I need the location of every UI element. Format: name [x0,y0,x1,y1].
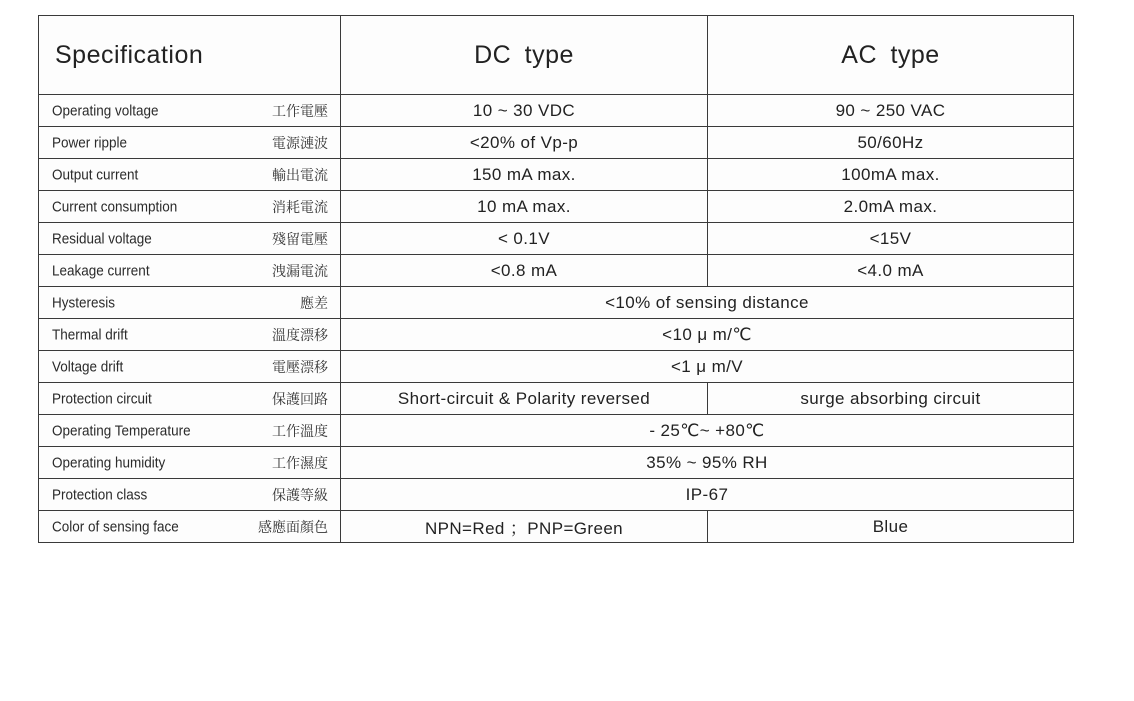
table-row [39,351,1074,383]
row-label [39,191,341,223]
row-label [39,287,341,319]
dc-value: NPN=Red ；PNP=Green [341,511,708,543]
label-english: Residual voltage [52,230,152,247]
label-english: Voltage drift [52,358,124,375]
row-label [39,383,341,415]
label-english: Operating humidity [52,454,166,471]
ac-value: 2.0mA max. [708,191,1074,223]
label-chinese: 應差 [300,295,328,312]
row-label [39,319,341,351]
table-row [39,319,1074,351]
row-label [39,127,341,159]
dc-value: <20% of Vp-p [341,127,708,159]
ac-value: surge absorbing circuit [708,383,1074,415]
table-row [39,383,1074,415]
ac-value: <15V [708,223,1074,255]
label-english: Current consumption [52,198,178,215]
shared-value: <10% of sensing distance [341,287,1074,319]
label-chinese: 電源漣波 [272,135,328,152]
ac-value: 50/60Hz [708,127,1074,159]
label-chinese: 消耗電流 [272,199,328,216]
label-chinese: 洩漏電流 [272,263,328,280]
row-label [39,95,341,127]
table-row [39,127,1074,159]
shared-value: - 25℃~ +80℃ [341,415,1074,447]
table-row [39,191,1074,223]
label-english: Color of sensing face [52,518,179,535]
table-row [39,159,1074,191]
header-row [39,16,1074,95]
label-english: Hysteresis [52,294,116,311]
label-english: Power ripple [52,134,128,151]
label-chinese: 工作濕度 [272,455,328,472]
specification-table [38,15,1074,543]
dc-value: <0.8 mA [341,255,708,287]
label-english: Protection class [52,486,148,503]
ac-value: 100mA max. [708,159,1074,191]
label-english: Operating Temperature [52,422,191,439]
dc-value: 150 mA max. [341,159,708,191]
dc-value: 10 ~ 30 VDC [341,95,708,127]
row-label [39,479,341,511]
label-chinese: 工作電壓 [272,103,328,120]
table-row [39,447,1074,479]
label-english: Leakage current [52,262,150,279]
ac-type-header: AC type [708,16,1074,95]
label-english: Thermal drift [52,326,128,343]
shared-value: 35% ~ 95% RH [341,447,1074,479]
label-chinese: 殘留電壓 [272,231,328,248]
dc-value: Short-circuit & Polarity reversed [341,383,708,415]
dc-value: < 0.1V [341,223,708,255]
shared-value: <1 μ m/V [341,351,1074,383]
label-chinese: 保護等級 [272,487,328,504]
row-label [39,447,341,479]
specification-header: Specification [39,16,341,95]
ac-value: Blue [708,511,1074,543]
shared-value: <10 μ m/℃ [341,319,1074,351]
dc-type-header: DC type [341,16,708,95]
label-chinese: 溫度漂移 [272,327,328,344]
table-row [39,479,1074,511]
table-row [39,255,1074,287]
row-label [39,223,341,255]
label-chinese: 工作溫度 [272,423,328,440]
ac-value: <4.0 mA [708,255,1074,287]
label-english: Operating voltage [52,102,159,119]
label-chinese: 電壓漂移 [272,359,328,376]
label-english: Output current [52,166,139,183]
table-row [39,95,1074,127]
table-row [39,223,1074,255]
label-english: Protection circuit [52,390,152,407]
row-label [39,255,341,287]
row-label [39,415,341,447]
ac-value: 90 ~ 250 VAC [708,95,1074,127]
label-chinese: 保護回路 [272,391,328,408]
label-chinese: 感應面顏色 [258,519,328,536]
shared-value: IP-67 [341,479,1074,511]
table-row [39,287,1074,319]
row-label [39,351,341,383]
table-row [39,415,1074,447]
row-label [39,159,341,191]
row-label [39,511,341,543]
table-row [39,511,1074,543]
dc-value: 10 mA max. [341,191,708,223]
label-chinese: 輸出電流 [272,167,328,184]
